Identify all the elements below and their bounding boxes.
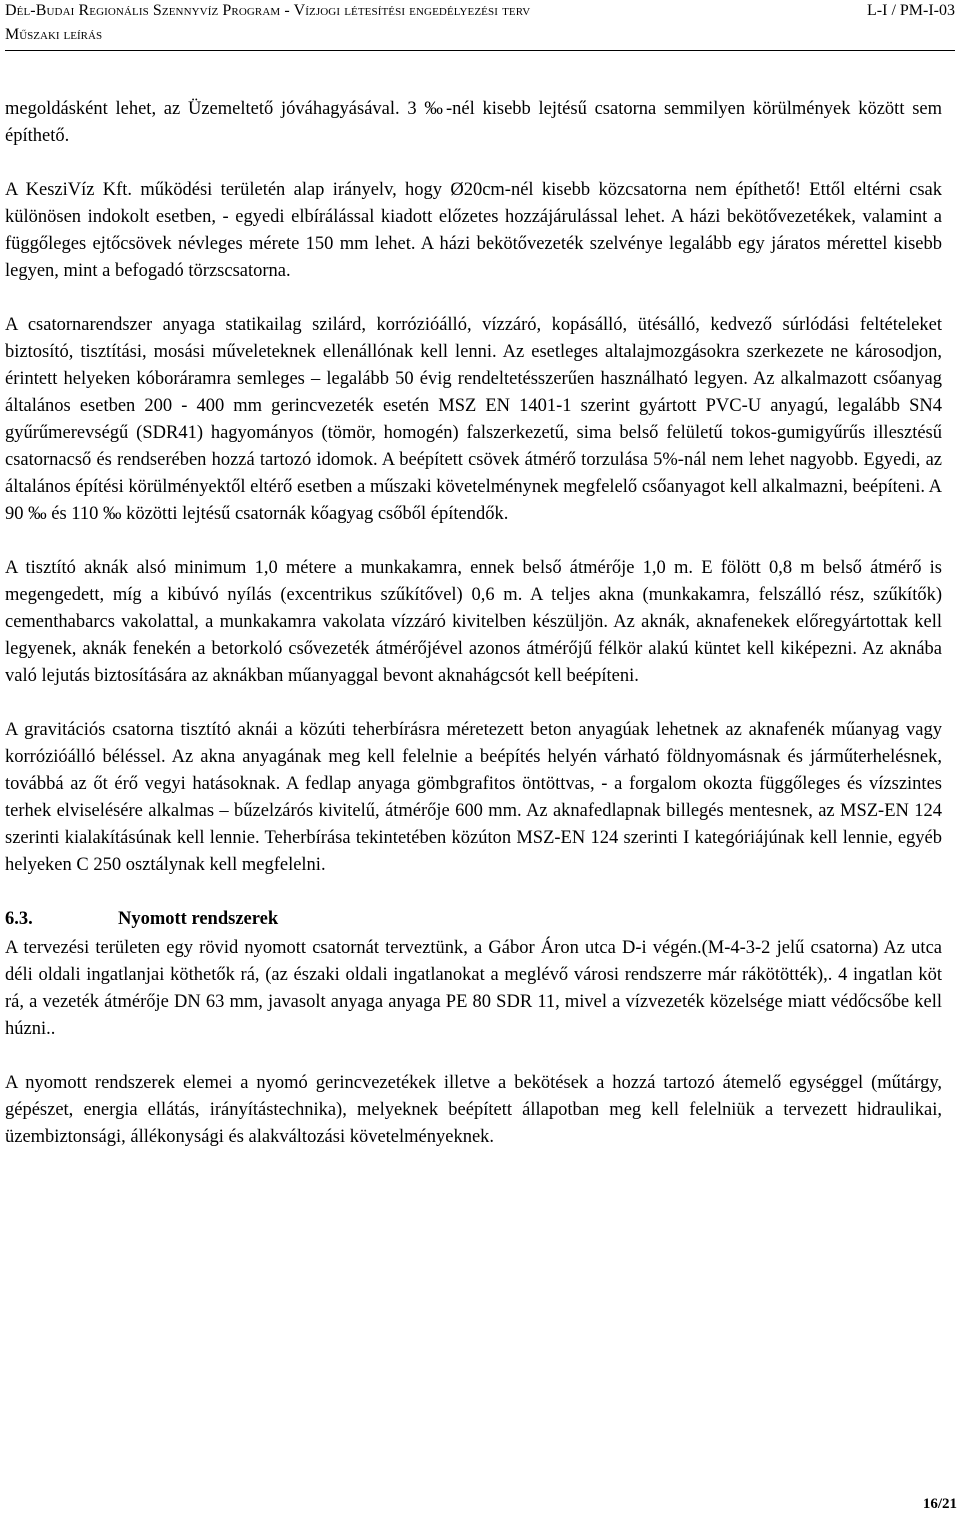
paragraph: A tervezési területen egy rövid nyomott csatornát terveztünk, a Gábor Áron utca D-i végén.(M-4-3-2 jelű csatorna) Az utca déli oldali ingatlanjai köthetők rá, (az északi oldali ingatlanokat a meglévő városi rendszerre már rákötötték),. 4 ingatlan köt rá, a vezeték átmérője DN 63 mm, javasolt anyaga anyaga PE 80 SDR 11, mivel a vízvezeték közelsége miatt védőcsőbe kell húzni.. — [5, 938, 942, 1039]
paragraph: A KesziVíz Kft. működési területén alap irányelv, hogy Ø20cm-nél kisebb közcsatorna nem építhető! Ettől eltérni csak különösen indokolt esetben, - egyedi elbírálással kiadott előzetes hozzájárulással lehet. A házi bekötővezetékek, valamint a függőleges ejtőcsövek névleges mérete 150 mm lehet. A házi bekötővezeték szelvénye legalább egy járatos mérettel kisebb legyen, mint a befogadó törzscsatorna. — [5, 180, 942, 281]
document-body — [5, 96, 942, 1178]
section-heading — [5, 906, 942, 933]
paragraph: A tisztító aknák alsó minimum 1,0 métere a munkakamra, ennek belső átmérője 1,0 m. E fölött 0,8 m belső átmérő is megengedett, míg a kibúvó nyílás (excentrikus szűkítővel) 0,6 m. A teljes akna (munkakamra, felszálló rész, szűkítők) cementhabarcs vakolattal, a munkakamra vakolata vízzáró kivitelben készüljön. Az aknák, aknafenekek előregyártottak kell legyenek, aknák fenekén a betorkoló csővezeték átmérőjével azonos átmérőjű félkör alakú küntet kell kiképezni. Az aknába való lejutás biztosítására az aknákban műanyaggal bevont aknahágcsót kell beépíteni. — [5, 558, 942, 686]
page-header — [5, 0, 955, 51]
document-subtitle: Műszaki leírás — [5, 26, 103, 43]
section-title: Nyomott rendszerek — [118, 909, 279, 929]
paragraph: megoldásként lehet, az Üzemeltető jóváhagyásával. 3 ‰-nél kisebb lejtésű csatorna semmilyen körülmények között sem építhető. — [5, 99, 942, 146]
paragraph: A gravitációs csatorna tisztító aknái a közúti teherbírásra méretezett beton anyagúak lehetnek az aknafenék műanyag vagy korrózióálló béléssel. Az akna anyagának meg kell felelnie a beépítés helyén várható földnyomásnak és járműterhelésnek, továbbá az őt érő vegyi hatásoknak. A fedlap anyaga gömbgrafitos öntöttvas, - a forgalom okozta függőleges és vízszintes terhek elviselésére alkalmas – bűzelzárós kivitelű, átmérője 600 mm. Az aknafedlapnak billegés mentesnek, az MSZ-EN 124 szerinti kialakításúnak kell lennie. Teherbírása tekintetében közúton MSZ-EN 124 szerinti I kategóriájúnak kell lennie, egyéb helyeken C 250 osztálynak kell megfelelni. — [5, 720, 942, 875]
document-code: L-I / PM-I-03 — [867, 2, 955, 19]
section-number: 6.3. — [5, 909, 33, 929]
page-number: 16/21 — [922, 1496, 957, 1512]
paragraph: A nyomott rendszerek elemei a nyomó gerincvezetékek illetve a bekötések a hozzá tartozó átemelő egységgel (műtárgy, gépészet, energia ellátás, irányítástechnika), melyeknek beépített állapotban meg kell felelniük a tervezett hidraulikai, üzembiztonsági, állékonysági és alakváltozási követelményeknek. — [5, 1073, 942, 1147]
paragraph: A csatornarendszer anyaga statikailag szilárd, korrózióálló, vízzáró, kopásálló, ütésálló, kedvező súrlódási feltételeket biztosító, tisztítási, mosási műveleteknek ellenállónak kell lenni. Az esetleges altalajmozgásokra szerkezete ne károsodjon, érintett helyeken kóboráramra semleges – legalább 50 évig rendeltetésszerűen használható legyen. Az alkalmazott csőanyag általános esetben 200 - 400 mm gerincvezeték esetén MSZ EN 1401-1 szerint gyártott PVC-U anyagú, legalább SN4 gyűrűmerevségű (SDR41) hagyományos (tömör, homogén) falszerkezetű, sima belső felületű tokos-gumigyűrűs illesztésű csatornacső és rendserében hozzá tartozó idomok. A beépített csövek átmérő torzulása 5%-nál nem lehet nagyobb. Egyedi, az általános építési körülményektől eltérő esetben a műszaki követelménynek megfelelő csőanyagot kell alkalmazni, beépíteni. A 90 ‰ és 110 ‰ közötti lejtésű csatornák kőagyag csőből építendők. — [5, 315, 942, 524]
document-title: Dél-Budai Regionális Szennyvíz Program - Vízjogi létesítési engedélyezési terv — [5, 2, 531, 19]
